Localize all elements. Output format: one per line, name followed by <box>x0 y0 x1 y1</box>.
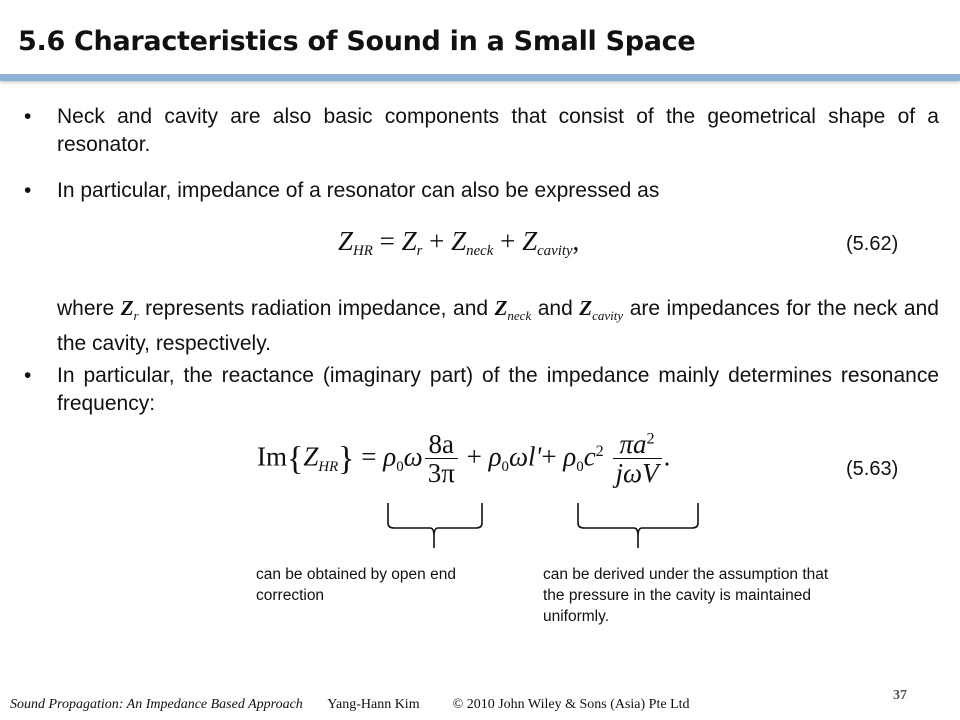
footer-book-title: Sound Propagation: An Impedance Based Approach <box>10 697 303 712</box>
equation-number-5-63: (5.63) <box>846 458 899 480</box>
bullet-text-1: Neck and cavity are also basic components that consist of the geometrical shape of a resonator. <box>57 105 939 156</box>
bullet-marker: • <box>24 179 32 202</box>
annotation-cavity-pressure: can be derived under the assumption that the pressure in the cavity is maintained uniformly. <box>543 566 829 625</box>
bullet-text-2: In particular, impedance of a resonator can also be expressed as <box>57 179 660 202</box>
bullet-text-3: In particular, the reactance (imaginary part) of the impedance mainly determines resonance frequency: <box>57 364 939 415</box>
footer-copyright: © 2010 John Wiley & Sons (Asia) Pte Ltd <box>452 697 690 712</box>
where-paragraph: where $Z_r$ represents radiation impedance, and $Z_{neck}$ and $Z_{cavity}$ are impedances for the neck and the cavity, respectively. <box>57 296 939 356</box>
fraction-8a-over-3pi: $\frac{8a}{3\pi}$ <box>425 430 458 489</box>
page-number: 37 <box>893 688 907 703</box>
bullet-marker: • <box>24 105 32 128</box>
bullet-marker: • <box>24 364 32 387</box>
underbrace-right <box>578 503 698 548</box>
footer-author: Yang-Hann Kim <box>327 697 420 712</box>
symbol-z-cavity: $Z_{cavity}$ <box>579 296 624 324</box>
slide-title: 5.6 Characteristics of Sound in a Small Space <box>18 26 696 57</box>
footer <box>10 697 690 713</box>
symbol-z-neck: $Z_{neck}$ <box>494 296 532 324</box>
fraction-pia2-over-jomegav: $\frac{\pi a^2}{\text{jωV}}$ <box>613 430 662 489</box>
underbrace-left <box>388 503 482 548</box>
annotation-open-end-correction: can be obtained by open end correction <box>256 566 456 604</box>
equation-number-5-62: (5.62) <box>846 233 899 255</box>
symbol-z-r: $Z_r$ <box>120 296 139 324</box>
equation-5-62: $Z_{HR} = Z_r + Z_{neck} + Z_{cavity}$, <box>338 226 580 260</box>
equation-5-63: $Im\{Z_{HR}\} = \rho_0\omega$ $\frac{8a}{3\pi}$ + $\rho_0\omega l'+ \rho_0c^2$ $\frac{\pi a^2}{\text{jωV}}$ . <box>257 429 671 489</box>
